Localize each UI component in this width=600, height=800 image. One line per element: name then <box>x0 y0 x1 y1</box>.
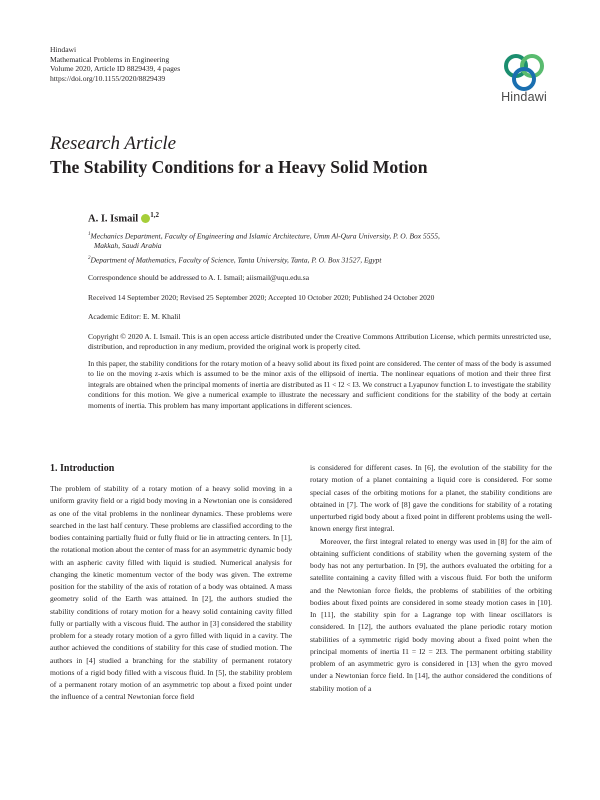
affiliation-2: $^2$Department of Mathematics, Faculty of Science, Tanta University, Tanta, P. O. Box 31527, Egypt <box>88 255 382 265</box>
paragraph: Moreover, the first integral related to energy was used in [8] for the aim of obtaining sufficient conditions of stability when the governing system of the body has not any perturbation. In [9], the authors evaluated the orbiting for a satellite containing a cavity filled with a viscous fluid. For both the uniform and the Newtonian force fields, the problems of stabilities of the orbiting bodies about fixed points are considered in some steady motion cases in [10]. In [11], the stability spin for a Lagrange top with linear oscillators is considered. In [12], the authors evaluated the plane periodic rotary motion stabilities of a symmetric rigid body moving about a fixed point when the principal moments of inertia I1 = I2 = 2I3. The permanent orbiting stability problem of an asymmetric gyro is considered in [13] when the gyro moved under a Newtonian force field. In [14], the author considered the conditions of stability motion of a <box>310 536 552 693</box>
copyright-notice: Copyright © 2020 A. I. Ismail. This is an open access article distributed under the Creative Commons Attribution License, which permits unrestricted use, distribution, and reproduction in any medium, provided the original work is properly cited. <box>88 332 551 351</box>
article-type: Research Article <box>50 133 177 154</box>
doi-link[interactable]: https://doi.org/10.1155/2020/8829439 <box>50 73 166 83</box>
abstract: In this paper, the stability conditions for the rotary motion of a heavy solid about its fixed point are considered. The center of mass of the body is assumed to lie on the moving z-axis which is assumed to be the minor axis of the ellipsoid of inertia. The nonlinear equations of motion and their three first integrals are obtained when the principal moments of inertia are distributed as I1 < I2 < I3. We construct a Lyapunov function L to investigate the stability conditions for this motion. We give a numerical example to illustrate the necessary and sufficient conditions for the stability of the body at certain moments of inertia. This problem has many important applications in different sciences. <box>88 359 551 410</box>
author-name[interactable]: A. I. Ismail <box>88 213 139 225</box>
orcid-icon[interactable] <box>141 214 150 223</box>
journal-info <box>50 45 180 83</box>
affiliation-1: $^1$Mechanics Department, Faculty of Engineering and Islamic Architecture, Umm Al-Qura University, P. O. Box 5555, Makkah, Saudi Arabia <box>88 231 440 251</box>
article-dates: Received 14 September 2020; Revised 25 September 2020; Accepted 10 October 2020; Published 24 October 2020 <box>88 293 435 302</box>
academic-editor: Academic Editor: E. M. Khalil <box>88 312 181 321</box>
column-right <box>310 462 552 695</box>
correspondence: Correspondence should be addressed to A. I. Ismail; aiismail@uqu.edu.sa <box>88 273 310 282</box>
column-left <box>50 483 292 704</box>
author-affiliation-marks: 1,2 <box>150 211 159 219</box>
paragraph: The problem of stability of a rotary motion of a heavy solid moving in a uniform gravity field or a rigid body moving in a Newtonian one is considered as one of the vital problems in the nonlinear dynamics. These problems were searched in the last half century. These problems are classified according to the bodies containing partially fluid or fully fluid or lie in attracting centers. In [1], the rotational motion about the center of mass for an asymmetric dynamic body with an aspheric cavity filled with liquid is studied. Numerical analysis for changing the kinetic momentum vector of the body was given. The extreme position for the stability of the axis of rotation of a body was obtained. A mass geometry solid of the Earth was attained. In [2], the authors studied the stability conditions of rotary motion for a heavy solid containing cavity filled fully or partially with a viscous fluid. The author in [3] considered the stability problem for a steady rotary motion of a gyro filled with liquid in a cavity. The author achieved the conditions of stability for this case of studied motion. The authors in [4] studied a branching for the stability of permanent rotatory motions of a rigid body filled with a viscous fluid. In [5], the stability problem of a permanent rotary motion of an asymmetric top about a fixed point under the influence of a central Newtonian force field <box>50 484 292 702</box>
article-title: The Stability Conditions for a Heavy Solid Motion <box>50 157 428 177</box>
volume-line: Volume 2020, Article ID 8829439, 4 pages <box>50 64 181 74</box>
section-heading: 1. Introduction <box>50 463 115 474</box>
author-line <box>88 211 159 225</box>
hindawi-logo-text: Hindawi <box>501 90 547 104</box>
journal-name: Mathematical Problems in Engineering <box>50 54 170 64</box>
publisher-name: Hindawi <box>50 45 77 54</box>
paragraph: is considered for different cases. In [6], the evolution of the stability for the rotary motion of a planet containing a liquid core is considered. For some special cases of the orbiting motions for a planet, the stability conditions are obtained in [7]. The work of [8] gave the conditions for stability of a rotating unperturbed rigid body about a fixed point in different problems using the well-known energy first integral. <box>310 463 552 534</box>
